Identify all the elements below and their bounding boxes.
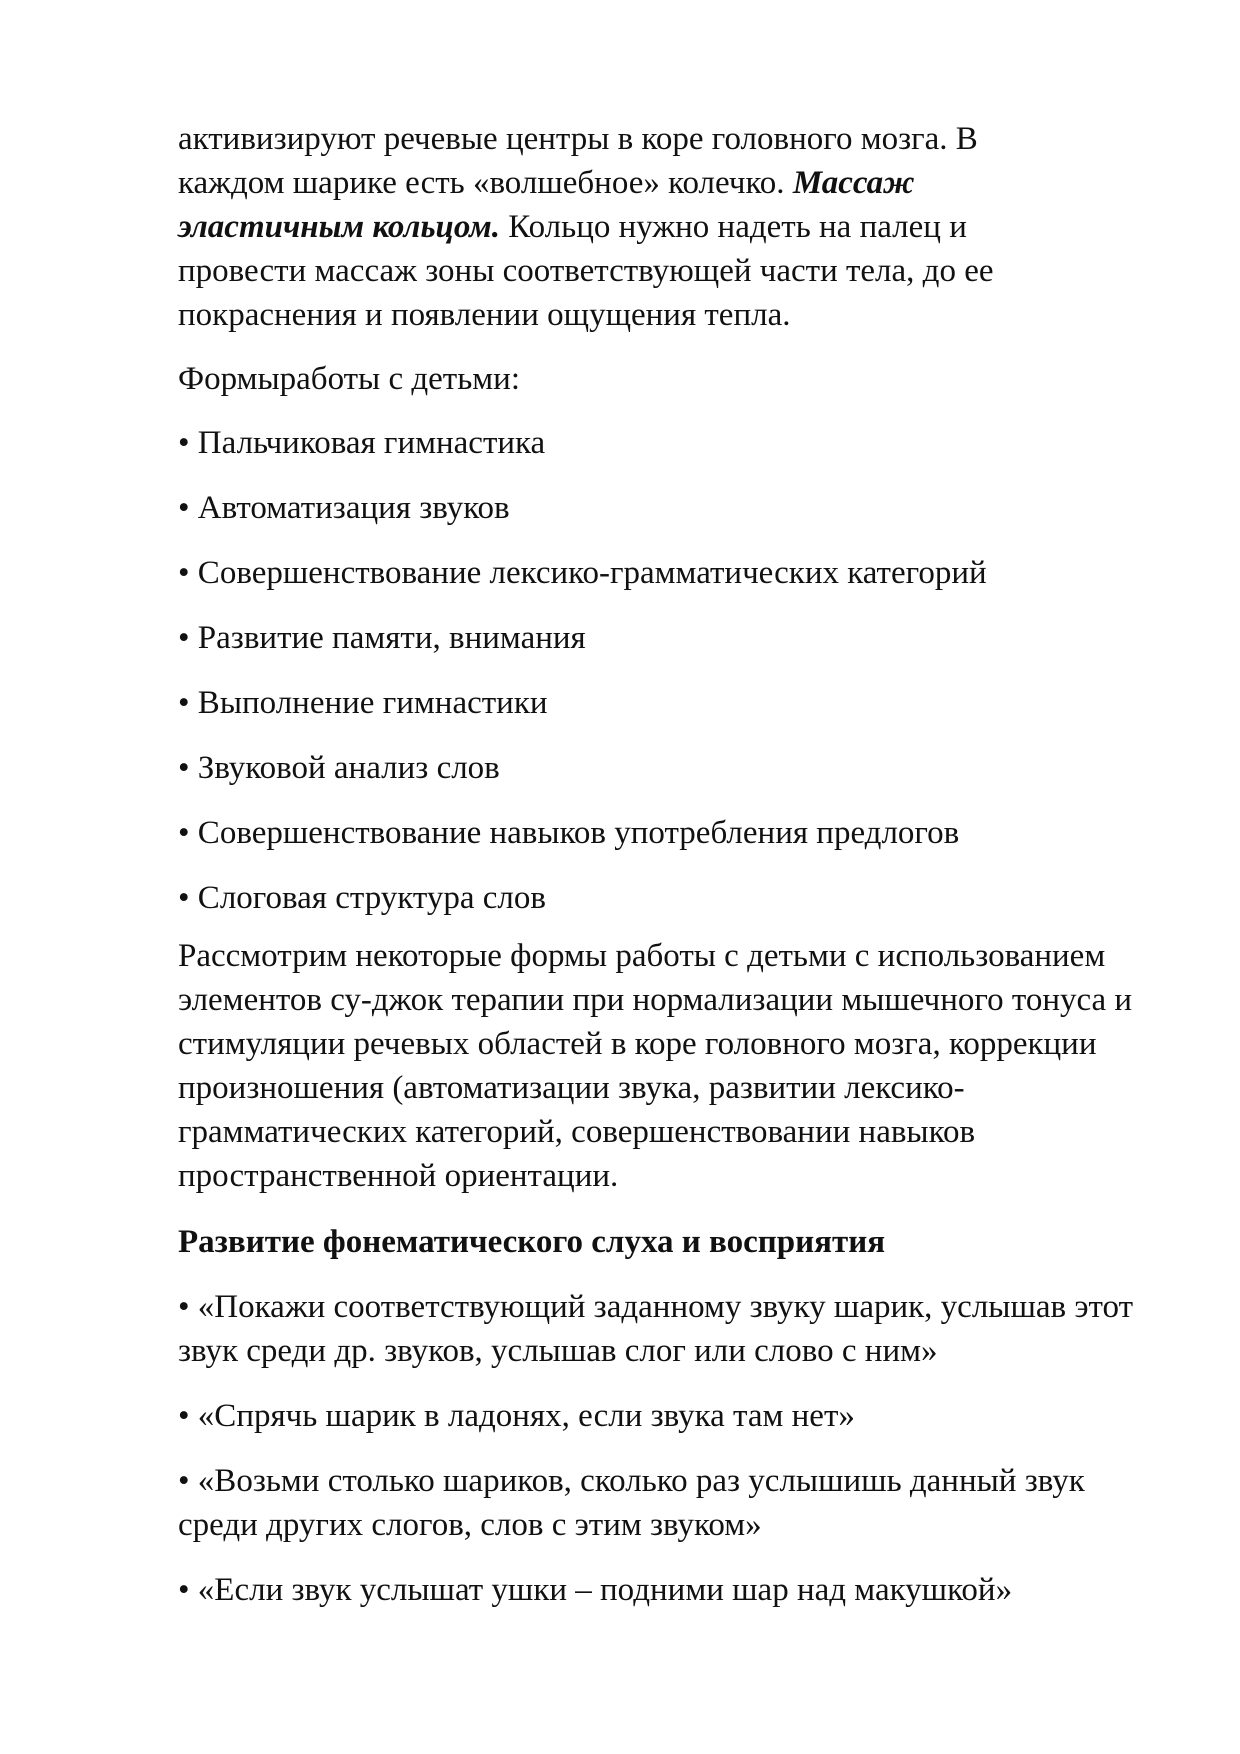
document-page	[178, 117, 1168, 1612]
list-item: • Звуковой анализ слов	[178, 750, 500, 786]
list-item: • Развитие памяти, внимания	[178, 620, 586, 656]
exercise-item: • «Возьми столько шариков, сколько раз услышишь данный звук среди других слогов, слов с этим звуком»	[178, 1463, 1085, 1543]
intro-emphasis: Массаж эластичным кольцом.	[178, 165, 915, 245]
intro-paragraph	[178, 117, 1058, 337]
list-item: • Автоматизация звуков	[178, 490, 510, 526]
list-item: • Выполнение гимнастики	[178, 685, 548, 721]
intro-text-after: Кольцо нужно надеть на палец и провести массаж зоны соответствующей части тела, до ее покраснения и появлении ощущения тепла.	[178, 209, 994, 333]
exercise-item: • «Если звук услышат ушки – подними шар над макушкой»	[178, 1572, 1013, 1608]
section-heading: Развитие фонематического слуха и восприятия	[178, 1224, 886, 1260]
exercise-item: • «Спрячь шарик в ладонях, если звука там нет»	[178, 1398, 855, 1434]
intro-text-before: активизируют речевые центры в коре головного мозга. В каждом шарике есть «волшебное» колечко.	[178, 121, 978, 201]
list-item: • Пальчиковая гимнастика	[178, 425, 546, 461]
exercise-item: • «Покажи соответствующий заданному звуку шарик, услышав этот звук среди др. звуков, услышав слог или слово с ним»	[178, 1289, 1133, 1369]
consider-paragraph: Рассмотрим некоторые формы работы с детьми с использованием элементов су-джок терапии при нормализации мышечного тонуса и стимуляции речевых областей в коре головного мозга, коррекции произношения (автоматизации звука, развитии лексико-грамматических категорий, совершенствовании навыков пространственной ориентации.	[178, 938, 1133, 1194]
list-item: • Слоговая структура слов	[178, 880, 546, 916]
list-item: • Совершенствование лексико-грамматических категорий	[178, 555, 987, 591]
forms-heading: Формыработы с детьми:	[178, 361, 520, 397]
list-item: • Совершенствование навыков употребления предлогов	[178, 815, 960, 851]
